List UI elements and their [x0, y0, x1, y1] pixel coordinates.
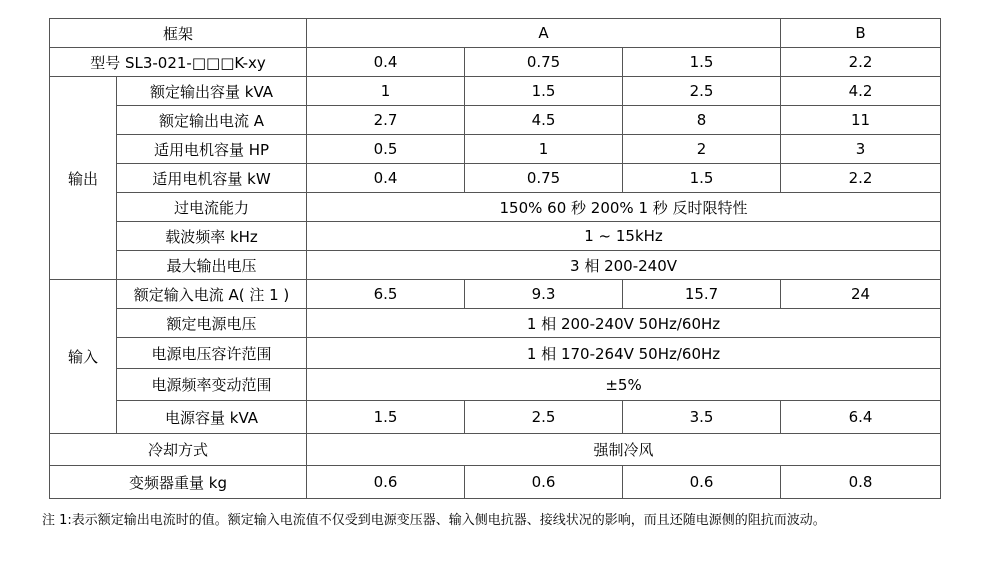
- table-cell: 0.4: [307, 164, 465, 193]
- table-cell: 2.2: [781, 164, 941, 193]
- spec-table: [49, 18, 941, 499]
- table-cell: 6.4: [781, 401, 941, 434]
- rated-output-capacity-row: [50, 77, 941, 106]
- frame-a: A: [307, 19, 781, 48]
- table-cell: 2: [623, 135, 781, 164]
- model-cell: 0.75: [465, 48, 623, 77]
- table-cell: 0.8: [781, 466, 941, 499]
- table-cell: 0.6: [307, 466, 465, 499]
- table-cell: 24: [781, 280, 941, 309]
- cooling-row: [50, 434, 941, 466]
- table-cell: 0.75: [465, 164, 623, 193]
- table-cell: 0.6: [623, 466, 781, 499]
- model-cell: 2.2: [781, 48, 941, 77]
- model-row: [50, 48, 941, 77]
- input-group-label: 输入: [50, 280, 117, 434]
- frame-label: 框架: [50, 19, 307, 48]
- row-label: 额定输出容量 kVA: [117, 77, 307, 106]
- output-group-label: 输出: [50, 77, 117, 280]
- weight-row: [50, 466, 941, 499]
- table-cell: 1.5: [307, 401, 465, 434]
- row-label: 最大输出电压: [117, 251, 307, 280]
- row-label: 额定输出电流 A: [117, 106, 307, 135]
- cooling-label: 冷却方式: [50, 434, 307, 466]
- table-cell: 2.5: [465, 401, 623, 434]
- row-label: 电源容量 kVA: [117, 401, 307, 434]
- motor-hp-row: [50, 135, 941, 164]
- row-label: 额定电源电压: [117, 309, 307, 338]
- table-cell: 11: [781, 106, 941, 135]
- table-cell: 1: [307, 77, 465, 106]
- table-cell: 0.5: [307, 135, 465, 164]
- row-label: 适用电机容量 kW: [117, 164, 307, 193]
- row-label: 适用电机容量 HP: [117, 135, 307, 164]
- weight-label: 变频器重量 kg: [50, 466, 307, 499]
- frequency-tolerance-row: [50, 369, 941, 401]
- max-output-voltage-row: [50, 251, 941, 280]
- merged-cell: 150% 60 秒 200% 1 秒 反时限特性: [307, 193, 941, 222]
- rated-input-current-row: [50, 280, 941, 309]
- table-cell: 4.5: [465, 106, 623, 135]
- merged-cell: 1 相 170-264V 50Hz/60Hz: [307, 338, 941, 369]
- table-cell: 0.6: [465, 466, 623, 499]
- table-cell: 3.5: [623, 401, 781, 434]
- table-cell: 1: [465, 135, 623, 164]
- table-cell: 1.5: [623, 164, 781, 193]
- model-cell: 1.5: [623, 48, 781, 77]
- table-cell: 2.7: [307, 106, 465, 135]
- carrier-frequency-row: [50, 222, 941, 251]
- footnote: 注 1:表示额定输出电流时的值。额定输入电流值不仅受到电源变压器、输入侧电抗器、接线状况的影响，而且还随电源侧的阻抗而波动。: [42, 513, 826, 528]
- row-label: 电源频率变动范围: [117, 369, 307, 401]
- merged-cell: 1 ~ 15kHz: [307, 222, 941, 251]
- table-cell: 6.5: [307, 280, 465, 309]
- motor-kw-row: [50, 164, 941, 193]
- rated-output-current-row: [50, 106, 941, 135]
- model-cell: 0.4: [307, 48, 465, 77]
- rated-supply-voltage-row: [50, 309, 941, 338]
- table-cell: 4.2: [781, 77, 941, 106]
- frame-row: [50, 19, 941, 48]
- table-cell: 8: [623, 106, 781, 135]
- overload-row: [50, 193, 941, 222]
- table-cell: 1.5: [465, 77, 623, 106]
- frame-b: B: [781, 19, 941, 48]
- row-label: 过电流能力: [117, 193, 307, 222]
- supply-capacity-row: [50, 401, 941, 434]
- row-label: 载波频率 kHz: [117, 222, 307, 251]
- table-cell: 2.5: [623, 77, 781, 106]
- table-cell: 3: [781, 135, 941, 164]
- table-cell: 9.3: [465, 280, 623, 309]
- merged-cell: 强制冷风: [307, 434, 941, 466]
- row-label: 额定输入电流 A( 注 1 ): [117, 280, 307, 309]
- merged-cell: ±5%: [307, 369, 941, 401]
- merged-cell: 3 相 200-240V: [307, 251, 941, 280]
- row-label: 电源电压容许范围: [117, 338, 307, 369]
- merged-cell: 1 相 200-240V 50Hz/60Hz: [307, 309, 941, 338]
- model-label: 型号 SL3-021-□□□K-xy: [50, 48, 307, 77]
- table-cell: 15.7: [623, 280, 781, 309]
- voltage-tolerance-row: [50, 338, 941, 369]
